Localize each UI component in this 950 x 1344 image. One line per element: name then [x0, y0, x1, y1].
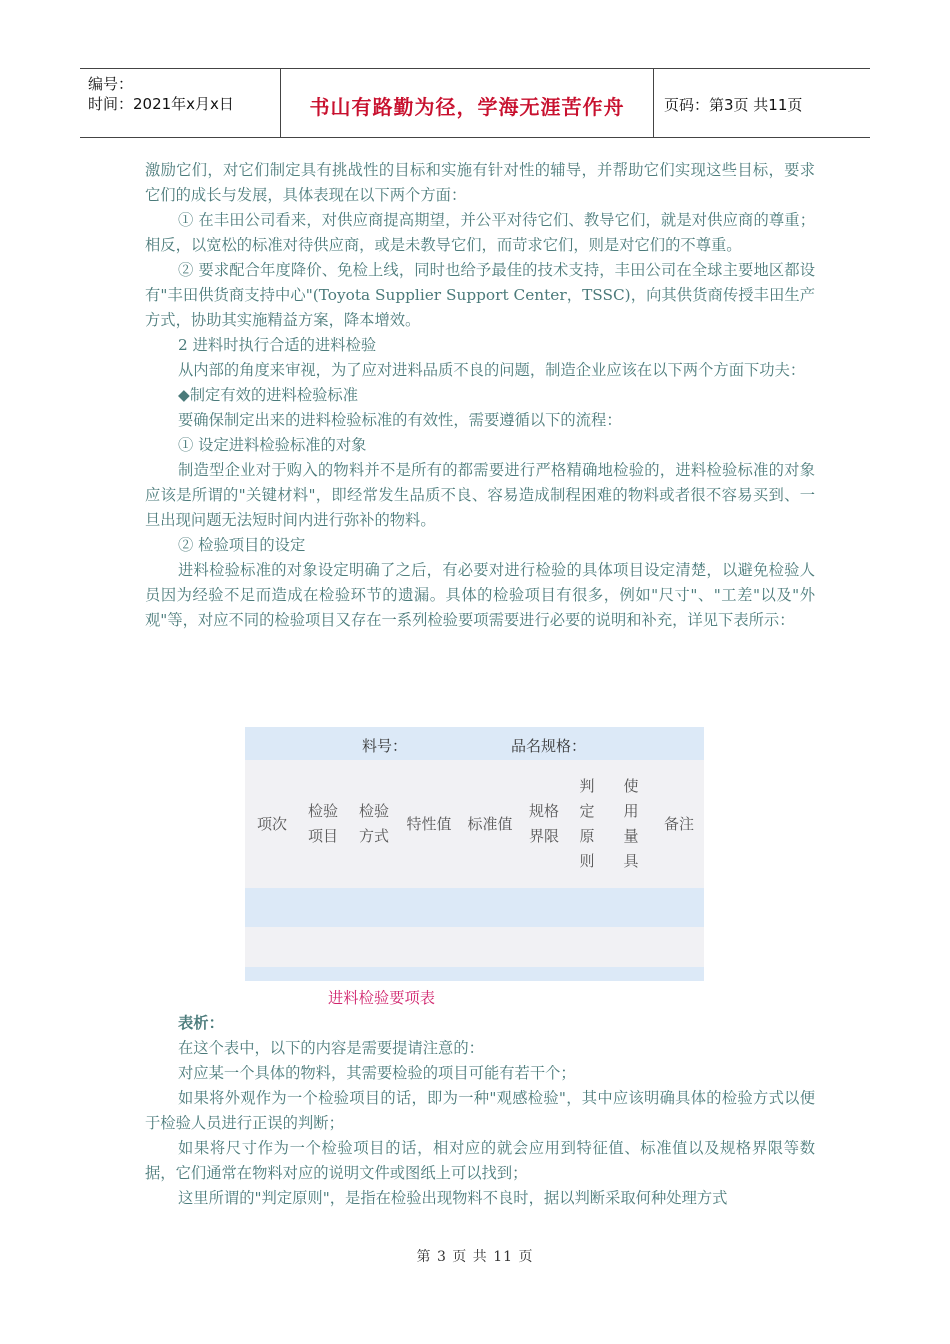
inspection-items-table: [245, 727, 704, 981]
motto: 书山有路勤为径，学海无涯苦作舟: [309, 95, 625, 119]
paragraph: ② 要求配合年度降价、免检上线，同时也给予最佳的技术支持，丰田公司在全球主要地区都设有"丰田供货商支持中心"(Toyota Supplier Support Center，TSSC)，向其供货商传授丰田生产方式，协助其实施精益方案，降本增效。: [145, 261, 815, 329]
material-no-label: 料号：: [362, 737, 408, 755]
paragraph: 这里所谓的"判定原则"，是指在检验出现物料不良时，据以判断采取何种处理方式: [178, 1189, 728, 1207]
section-heading: 2 进料时执行合适的进料检验: [178, 336, 377, 354]
table-title-row: [245, 727, 704, 760]
header-page-cell: [654, 69, 870, 137]
subheading: ② 检验项目的设定: [178, 536, 306, 554]
paragraph: 如果将外观作为一个检验项目的话，即为一种"观感检验"，其中应该明确具体的检验方式以便于检验人员进行正误的判断；: [145, 1089, 815, 1132]
header-cell: 特性值: [406, 814, 452, 833]
body-text-bottom: [145, 1011, 815, 1211]
header-cell: 标准值: [467, 814, 513, 833]
paragraph: 在这个表中，以下的内容是需要提请注意的：: [178, 1039, 484, 1057]
table-row: [245, 927, 704, 967]
paragraph: 要确保制定出来的进料检验标准的有效性，需要遵循以下的流程：: [178, 411, 622, 429]
header-cell: 检验项目: [307, 802, 338, 845]
paragraph: 制造型企业对于购入的物料并不是所有的都需要进行严格精确地检验的，进料检验标准的对象应该是所谓的"关键材料"，即经常发生品质不良、容易造成制程困难的物料或者很不容易买到、一旦出现问题无法短时间内进行弥补的物料。: [145, 461, 815, 529]
body-text-top: [145, 158, 815, 633]
time-label: 时间：2021年x月x日: [88, 95, 234, 113]
header-motto-cell: [281, 69, 654, 137]
header-cell: 项次: [256, 814, 287, 833]
spec-label: 品名规格：: [511, 737, 587, 755]
page-header: [80, 68, 870, 138]
header-cell: 判定原则: [579, 777, 595, 870]
serial-label: 编号：: [88, 75, 134, 93]
table-row: [245, 967, 704, 981]
page-label: 页码：第3页 共11页: [664, 96, 803, 114]
header-cell: 检验方式: [358, 802, 389, 845]
paragraph: 对应某一个具体的物料，其需要检验的项目可能有若干个；: [178, 1064, 576, 1082]
bullet-heading: ◆制定有效的进料检验标准: [178, 386, 359, 404]
page-footer: 第 3 页 共 11 页: [416, 1249, 534, 1265]
paragraph: 从内部的角度来审视，为了应对进料品质不良的问题，制造企业应该在以下两个方面下功夫：: [178, 361, 806, 379]
header-cell: 使用量具: [623, 777, 639, 870]
paragraph: 如果将尺寸作为一个检验项目的话，相对应的就会应用到特征值、标准值以及规格界限等数据，它们通常在物料对应的说明文件或图纸上可以找到；: [145, 1139, 815, 1182]
paragraph: 进料检验标准的对象设定明确了之后，有必要对进行检验的具体项目设定清楚，以避免检验人员因为经验不足而造成在检验环节的遗漏。具体的检验项目有很多，例如"尺寸"、"工差"以及"外观"等，对应不同的检验项目又存在一系列检验要项需要进行必要的说明和补充，详见下表所示：: [145, 561, 815, 629]
paragraph: 激励它们，对它们制定具有挑战性的目标和实施有针对性的辅导，并帮助它们实现这些目标，要求它们的成长与发展，具体表现在以下两个方面：: [145, 161, 815, 204]
header-cell: 规格界限: [528, 802, 559, 845]
subheading: ① 设定进料检验标准的对象: [178, 436, 367, 454]
paragraph: ① 在丰田公司看来，对供应商提高期望，并公平对待它们、教导它们，就是对供应商的尊重；相反，以宽松的标准对待供应商，或是未教导它们，而苛求它们，则是对它们的不尊重。: [145, 211, 815, 254]
table-caption: 进料检验要项表: [328, 989, 436, 1007]
table-row: [245, 888, 704, 927]
header-meta-cell: [80, 69, 281, 137]
analysis-label: 表析：: [178, 1014, 224, 1032]
header-cell: 备注: [663, 814, 694, 833]
